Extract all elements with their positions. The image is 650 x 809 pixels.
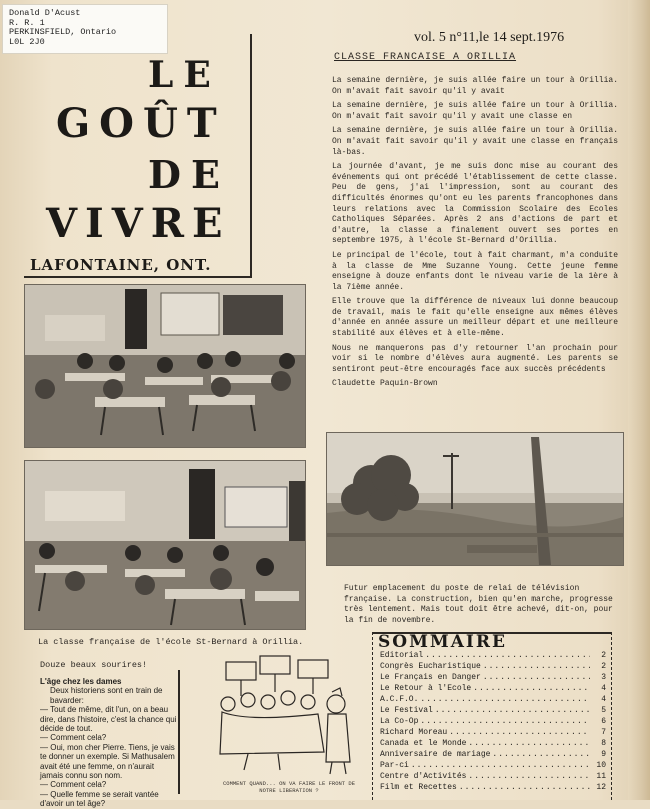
sommaire-item [380, 661, 606, 672]
sommaire-item [380, 694, 606, 705]
joke-line: Deux historiens sont en train de bavarder: [50, 686, 163, 705]
landscape-photo [326, 432, 624, 566]
article-paragraph: La semaine dernière, je suis allée faire un tour à Orillia. On m'avait fait savoir qu'il y avait une classe en [332, 101, 618, 121]
leader-dots [420, 716, 590, 727]
sommaire-title: SOMMAIRE [378, 632, 507, 652]
joke-divider [178, 670, 180, 794]
sommaire-item [380, 782, 606, 793]
sommaire-item-page: 4 [601, 684, 606, 693]
article-paragraph: La journée d'avant, je me suis donc mise au courant des événements qui ont précédé l'établissement de cette classe. Peu de gens, j'ai l'impression, sont au courant des difficultés énormes qu'ont eu les parents francophones dans leurs relations avec la Commission Scolaire des Ecoles Catholiques Séparées. Après 2 ans d'actions de part et d'autre, la classe a finalement ouvert ses portes en septembre 1975, à l'école St-Bernard d'Orillia. [332, 162, 618, 246]
masthead-word-le: LE [148, 54, 221, 96]
sommaire-item-page: 11 [596, 772, 606, 781]
address-line: PERKINSFIELD, Ontario [9, 27, 117, 37]
leader-dots [449, 727, 590, 738]
political-cartoon [208, 652, 364, 796]
leader-dots [473, 683, 590, 694]
leader-dots [420, 694, 590, 705]
address-line: Donald D'Acust [9, 8, 81, 18]
joke-line: — Quelle femme se serait vantée d'avoir un tel âge? [40, 789, 159, 809]
leader-dots [483, 661, 590, 672]
leader-dots [411, 760, 590, 771]
masthead-place: LAFONTAINE, ONT. [30, 256, 212, 274]
sommaire-item-page: 9 [601, 750, 606, 759]
sommaire-item-page: 6 [601, 717, 606, 726]
sommaire-item-title: Congrès Eucharistique [380, 662, 481, 671]
sommaire-item [380, 749, 606, 760]
joke-line: — Oui, mon cher Pierre. Tiens, je vais te donner un exemple. Si Mathusalem avait été une femme, on n'aurait jamais connu son nom. [40, 742, 175, 781]
sommaire-item [380, 716, 606, 727]
sommaire-item-page: 4 [601, 695, 606, 704]
leader-dots [483, 672, 590, 683]
sommaire-item-title: Le Retour à l'Ecole [380, 684, 472, 693]
sommaire-item [380, 683, 606, 694]
sommaire-item [380, 771, 606, 782]
article-title: CLASSE FRANCAISE A ORILLIA [334, 52, 517, 63]
sommaire-item-title: La Co-Op [380, 717, 419, 726]
sommaire-item-page: 2 [601, 662, 606, 671]
joke-line: — Comment cela? [40, 780, 107, 790]
leader-dots [459, 782, 590, 793]
sommaire-item-title: Richard Moreau [380, 728, 448, 737]
joke-line: — Comment cela? [40, 733, 107, 743]
sommaire-item [380, 672, 606, 683]
classroom-photo-2 [24, 460, 306, 630]
sommaire-item-page: 3 [601, 673, 606, 682]
sommaire-item [380, 760, 606, 771]
sommaire-item [380, 727, 606, 738]
issue-info: vol. 5 n°11,le 14 sept.1976 [414, 30, 565, 45]
article-paragraph: Nous ne manquerons pas d'y retourner l'an prochain pour voir si le nombre d'élèves aura augmenté. Les parents se sentiront peut-être encouragés face aux succès précédents [332, 343, 618, 374]
article-paragraph: La semaine dernière, je suis allée faire un tour à Orillia. On m'avait fait savoir qu'il y avait une classe en français là-bas. [332, 126, 618, 157]
article-paragraph: Le principal de l'école, tout à fait charmant, m'a conduite à la classe de Mme Suzanne Young. Cette jeune femme enseigne à douze enfants dont le niveau varie de la 1ère à la 7ième année. [332, 250, 618, 292]
article-body [332, 76, 618, 394]
sommaire-item-title: Le Festival [380, 706, 433, 715]
sommaire-list [380, 650, 606, 793]
sommaire-item-title: Anniversaire de mariage [380, 750, 491, 759]
joke-column [40, 677, 178, 809]
joke-title: L'âge chez les dames [40, 677, 122, 686]
sommaire-item-title: Film et Recettes [380, 783, 457, 792]
address-line: L0L 2J0 [9, 36, 45, 47]
leader-dots [425, 650, 590, 661]
sommaire-item [380, 738, 606, 749]
cartoon-caption: COMMENT QUAND... ON VA FAIRE LE FRONT DE NOTRE LIBERATION ? [222, 780, 356, 794]
classroom-photo-caption: La classe française de l'école St-Bernard à Orillia. [38, 637, 304, 647]
sommaire-item-page: 7 [601, 728, 606, 737]
classroom-subcaption: Douze beaux sourires! [40, 660, 148, 670]
article-byline: Claudette Paquin-Brown [332, 379, 438, 389]
sommaire-item-title: Le Français en Danger [380, 673, 481, 682]
sommaire-item-title: A.C.F.O. [380, 695, 419, 704]
leader-dots [492, 749, 590, 760]
sommaire-item [380, 705, 606, 716]
article-paragraph: La semaine dernière, je suis allée faire un tour à Orillia. On m'avait fait savoir qu'il y avait [332, 76, 618, 96]
sommaire-item-page: 5 [601, 706, 606, 715]
address-line: R. R. 1 [9, 17, 45, 28]
article-paragraph: Elle trouve que la différence de niveaux lui donne beaucoup de travail, mais le fait qu'elle enseigne aux mêmes élèves d'année en année assure un meilleur départ et une meilleure stabilité aux élèves et à elle-même. [332, 297, 618, 339]
leader-dots [468, 738, 590, 749]
sommaire-item-page: 2 [601, 651, 606, 660]
sommaire-item-page: 8 [601, 739, 606, 748]
landscape-photo-caption: Futur emplacement du poste de relai de télévision française. La construction, bien qu'en marche, progresse très lentement. Mais tout doit être achevé, dit-on, pour la fin de novembre. [344, 584, 613, 625]
sommaire-item-title: Editorial [380, 651, 424, 660]
sommaire-item-title: Par-ci [380, 761, 409, 770]
sommaire-item [380, 650, 606, 661]
masthead-word-vivre: VIVRE [46, 200, 231, 247]
leader-dots [468, 771, 590, 782]
classroom-photo-1 [24, 284, 306, 448]
sommaire-item-page: 10 [596, 761, 606, 770]
sommaire-item-title: Centre d'Activités [380, 772, 467, 781]
sommaire-item-page: 12 [596, 783, 606, 792]
sommaire-item-title: Canada et le Monde [380, 739, 467, 748]
masthead-word-de: DE [148, 152, 230, 197]
leader-dots [435, 705, 590, 716]
joke-line: — Tout de même, dit l'un, on a beau dire, dans l'histoire, c'est la chance qui décide de tout. [40, 705, 177, 734]
masthead-word-gout: GOÛT [56, 100, 226, 147]
page-fold-edge [628, 0, 650, 800]
